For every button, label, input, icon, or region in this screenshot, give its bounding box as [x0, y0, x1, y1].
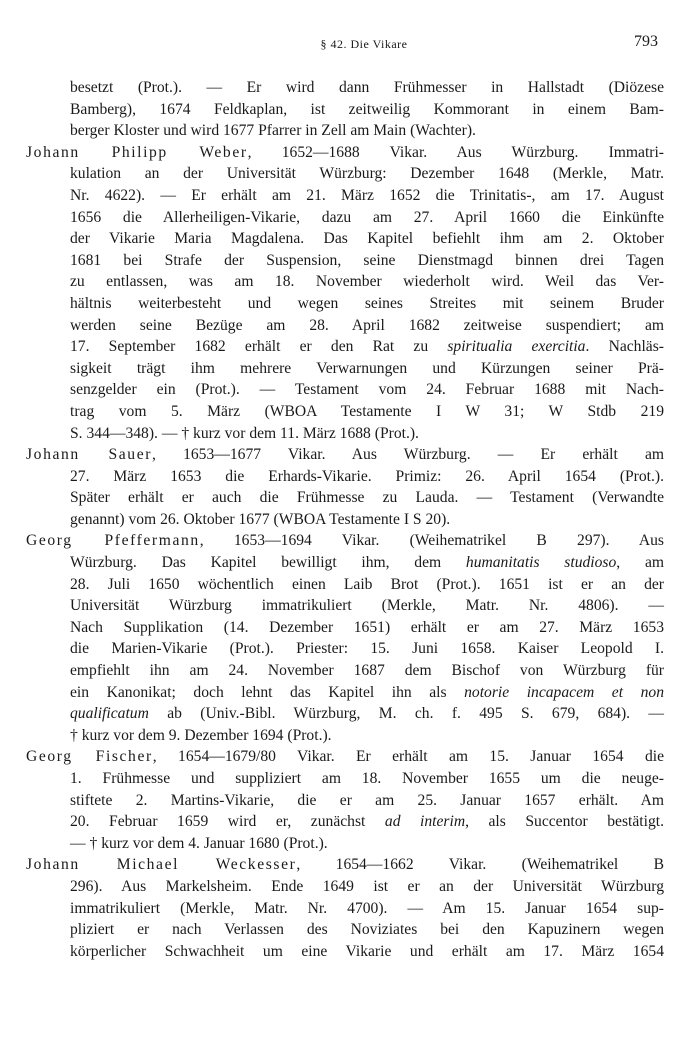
text-run: , 1653—1694 Vikar. (Weihematrikel B 297). Aus: [199, 532, 665, 550]
text-line: [26, 271, 664, 293]
text-line: [26, 790, 664, 812]
text-run: 296). Aus Markelsheim. Ende 1649 ist er an der Universität Würzburg: [70, 877, 664, 895]
text-line: [26, 379, 664, 401]
text-line: [26, 833, 664, 855]
text-line: [26, 423, 664, 445]
page-header: [70, 33, 658, 57]
text-run: 1656 die Allerheiligen-Vikarie, dazu am 27. April 1660 die Einkünfte: [70, 208, 664, 226]
person-name: Georg Fischer: [26, 748, 153, 766]
text-line: [26, 725, 664, 747]
text-run: 1681 bei Strafe der Suspension, seine Dienstmagd binnen drei Tagen: [70, 251, 664, 269]
text-run: 17. September 1682 erhält er den Rat zu: [70, 338, 448, 356]
text-line: [26, 207, 664, 229]
text-run: — † kurz vor dem 4. Januar 1680 (Prot.).: [70, 834, 328, 852]
text-run: , 1653—1677 Vikar. Aus Würzburg. — Er erhält am: [152, 446, 664, 464]
text-line: [26, 509, 664, 531]
text-run: berger Kloster und wird 1677 Pfarrer in Zell am Main (Wachter).: [70, 122, 476, 140]
text-line: [26, 898, 664, 920]
text-run: ab (Univ.-Bibl. Würzburg, M. ch. f. 495 S. 679, 684). —: [148, 705, 664, 723]
person-name: Johann Philipp Weber: [26, 143, 248, 161]
latin-phrase: spiritualia exercitia: [447, 338, 586, 356]
text-line: [26, 617, 664, 639]
text-line: [26, 595, 664, 617]
latin-phrase: ad interim: [384, 813, 466, 831]
text-line: [26, 401, 664, 423]
text-line: [26, 466, 664, 488]
text-run: empfiehlt ihn am 24. November 1687 dem Bischof von Würzburg für: [70, 662, 664, 680]
text-line: [26, 487, 664, 509]
text-run: , 1652—1688 Vikar. Aus Würzburg. Immatri-: [247, 143, 664, 161]
text-run: Würzburg. Das Kapitel bewilligt ihm, dem: [70, 554, 466, 572]
text-run: Nach Supplikation (14. Dezember 1651) erhält er am 27. März 1653: [70, 618, 664, 636]
person-name: Johann Sauer: [26, 446, 153, 464]
text-run: werden seine Bezüge am 28. April 1682 zeitweise suspendiert; am: [70, 316, 664, 334]
text-run: hältnis weiterbesteht und wegen seines Streites mit seinem Bruder: [70, 294, 664, 312]
text-line: [26, 574, 664, 596]
text-run: , als Succentor bestätigt.: [465, 813, 664, 831]
text-run: zu entlassen, was am 18. November wiederholt wird. Weil das Ver-: [70, 273, 664, 291]
text-run: 28. Juli 1650 wöchentlich einen Laib Brot (Prot.). 1651 ist er an der: [70, 575, 664, 593]
text-line: [26, 746, 664, 768]
text-run: besetzt (Prot.). — Er wird dann Frühmesser in Hallstadt (Diözese: [70, 79, 664, 96]
text-run: körperlicher Schwachheit um eine Vikarie und erhält am 17. März 1654: [70, 942, 664, 960]
text-run: pliziert er nach Verlassen des Noviziates bei den Kapuzinern wegen: [70, 921, 664, 939]
text-run: S. 344—348). — † kurz vor dem 11. März 1688 (Prot.).: [70, 424, 419, 442]
running-head: § 42. Die Vikare: [320, 37, 408, 51]
text-run: , am: [616, 554, 664, 572]
text-run: senzgelder ein (Prot.). — Testament vom 24. Februar 1688 mit Nach-: [70, 381, 664, 399]
text-line: [26, 660, 664, 682]
text-run: Später erhält er auch die Frühmesse zu Lauda. — Testament (Verwandte: [70, 489, 664, 507]
text-line: [26, 703, 664, 725]
text-run: der Vikarie Maria Magdalena. Das Kapitel befiehlt ihm am 2. Oktober: [70, 230, 664, 248]
latin-phrase: notorie incapacem et non: [464, 683, 664, 701]
text-line: [26, 77, 664, 99]
text-run: sigkeit trägt ihm mehrere Verwarnungen und Kürzungen seiner Prä-: [70, 359, 664, 377]
text-run: † kurz vor dem 9. Dezember 1694 (Prot.).: [70, 726, 332, 744]
text-run: , 1654—1662 Vikar. (Weihematrikel B: [296, 856, 665, 874]
text-line: [26, 638, 664, 660]
text-line: [26, 876, 664, 898]
body-text: [26, 77, 664, 962]
text-line: [26, 185, 664, 207]
text-line: [26, 682, 664, 704]
text-line: [26, 120, 664, 142]
text-run: stiftete 2. Martins-Vikarie, die er am 25. Januar 1657 erhält. Am: [70, 791, 664, 809]
text-run: 20. Februar 1659 wird er, zunächst: [70, 813, 385, 831]
text-line: [26, 854, 664, 876]
text-run: genannt) vom 26. Oktober 1677 (WBOA Testamente I S 20).: [70, 510, 451, 528]
text-run: . Nachläs-: [585, 338, 664, 356]
text-run: die Marien-Vikarie (Prot.). Priester: 15. Juni 1658. Kaiser Leopold I.: [70, 640, 664, 658]
text-line: [26, 228, 664, 250]
text-line: [26, 811, 664, 833]
person-name: Johann Michael Weckesser: [26, 856, 297, 874]
text-run: trag vom 5. März (WBOA Testamente I W 31; W Stdb 219: [70, 402, 664, 420]
latin-phrase: humanitatis studioso: [465, 554, 617, 572]
text-line: [26, 99, 664, 121]
text-line: [26, 250, 664, 272]
text-run: ein Kanonikat; doch lehnt das Kapitel ihn als: [70, 683, 465, 701]
text-line: [26, 163, 664, 185]
text-line: [26, 919, 664, 941]
text-run: Bamberg), 1674 Feldkaplan, ist zeitweilig Kommorant in einem Bam-: [70, 100, 664, 118]
latin-phrase: qualificatum: [70, 705, 149, 723]
text-line: [26, 293, 664, 315]
text-line: [26, 552, 664, 574]
text-line: [26, 941, 664, 963]
text-run: kulation an der Universität Würzburg: Dezember 1648 (Merkle, Matr.: [70, 165, 664, 183]
text-line: [26, 142, 664, 164]
text-line: [26, 315, 664, 337]
text-run: , 1654—1679/80 Vikar. Er erhält am 15. Januar 1654 die: [152, 748, 664, 766]
person-name: Georg Pfeffermann: [26, 532, 200, 550]
text-run: immatrikuliert (Merkle, Matr. Nr. 4700). — Am 15. Januar 1654 sup-: [70, 899, 664, 917]
text-line: [26, 530, 664, 552]
text-run: 27. März 1653 die Erhards-Vikarie. Primiz: 26. April 1654 (Prot.).: [70, 467, 664, 485]
text-run: Nr. 4622). — Er erhält am 21. März 1652 die Trinitatis-, am 17. August: [70, 186, 664, 204]
text-line: [26, 444, 664, 466]
text-line: [26, 358, 664, 380]
text-line: [26, 768, 664, 790]
page-number: 793: [634, 33, 658, 50]
text-run: 1. Frühmesse und suppliziert am 18. November 1655 um die neuge-: [70, 770, 664, 787]
text-run: Universität Würzburg immatrikuliert (Merkle, Matr. Nr. 4806). —: [70, 597, 664, 615]
text-line: [26, 336, 664, 358]
